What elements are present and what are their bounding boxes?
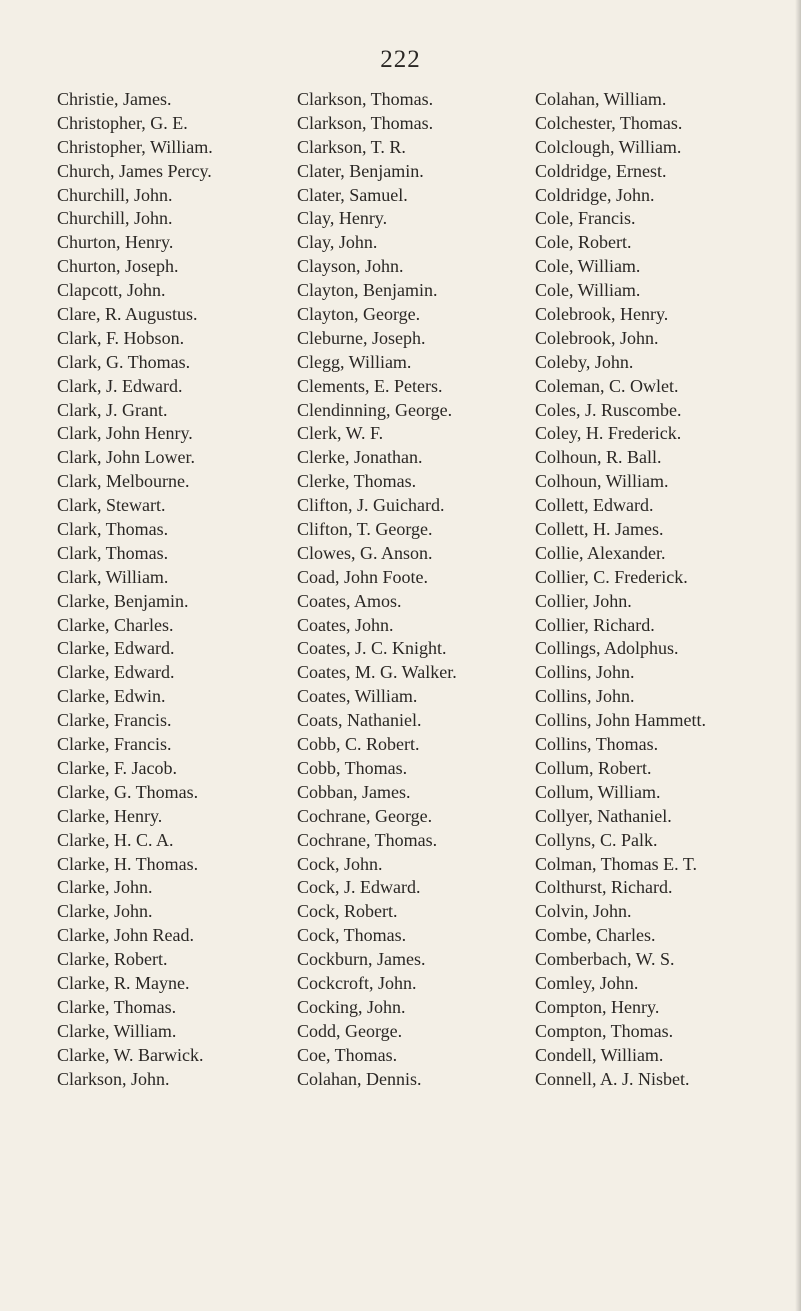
name-entry: Collins, John Hammett.	[535, 710, 706, 731]
name-column-1	[57, 88, 213, 1091]
name-entry: Clay, John.	[297, 232, 378, 253]
name-entry: Clater, Benjamin.	[297, 160, 424, 181]
name-entry: Colman, Thomas E. T.	[535, 853, 697, 874]
name-entry: Cock, Robert.	[297, 901, 398, 922]
name-entry: Coad, John Foote.	[297, 566, 429, 587]
name-entry: Clarke, W. Barwick.	[57, 1044, 204, 1065]
name-entry: Colahan, William.	[535, 89, 667, 109]
name-entry: Clayton, George.	[297, 304, 421, 325]
name-entry: Clarke, Edward.	[57, 662, 175, 683]
name-entry: Colclough, William.	[535, 136, 682, 157]
name-entry: Clarke, Charles.	[57, 614, 174, 635]
name-entry: Collins, Thomas.	[535, 734, 659, 755]
name-entry: Coles, J. Ruscombe.	[535, 399, 682, 420]
name-entry: Clarke, Edward.	[57, 638, 175, 659]
name-entry: Clark, Stewart.	[57, 495, 166, 516]
name-entry: Coates, John.	[297, 614, 394, 635]
name-entry: Clarke, Benjamin.	[57, 590, 189, 611]
page-edge-shadow	[795, 0, 801, 1311]
name-entry: Clayton, Benjamin.	[297, 280, 438, 301]
name-entry: Clarke, John Read.	[57, 925, 194, 946]
name-entry: Clarke, Robert.	[57, 949, 168, 970]
name-entry: Clarke, Thomas.	[57, 996, 177, 1017]
name-entry: Colhoun, William.	[535, 471, 669, 492]
name-column-2	[297, 88, 457, 1091]
name-entry: Cocking, John.	[297, 996, 406, 1017]
name-entry: Clark, Melbourne.	[57, 471, 190, 492]
name-entry: Clay, Henry.	[297, 208, 388, 229]
name-entry: Christopher, G. E.	[57, 112, 188, 133]
name-entry: Clarke, G. Thomas.	[57, 781, 199, 802]
name-entry: Church, James Percy.	[57, 160, 212, 181]
name-entry: Clark, G. Thomas.	[57, 351, 191, 372]
name-entry: Coats, Nathaniel.	[297, 710, 422, 731]
name-entry: Coates, William.	[297, 686, 418, 707]
name-entry: Coleby, John.	[535, 351, 634, 372]
name-entry: Comley, John.	[535, 972, 639, 993]
name-entry: Colebrook, John.	[535, 327, 659, 348]
name-entry: Cockcroft, John.	[297, 972, 417, 993]
name-entry: Coleman, C. Owlet.	[535, 375, 679, 396]
name-entry: Colchester, Thomas.	[535, 112, 683, 133]
name-entry: Condell, William.	[535, 1044, 664, 1065]
name-entry: Coley, H. Frederick.	[535, 423, 682, 444]
name-entry: Collum, William.	[535, 781, 661, 802]
name-entry: Clarkson, Thomas.	[297, 112, 434, 133]
name-entry: Christopher, William.	[57, 136, 213, 157]
name-entry: Collyns, C. Palk.	[535, 829, 658, 850]
name-entry: Clarke, Edwin.	[57, 686, 166, 707]
name-entry: Clark, Thomas.	[57, 542, 169, 563]
name-entry: Collings, Adolphus.	[535, 638, 679, 659]
name-entry: Cock, J. Edward.	[297, 877, 421, 898]
page-number: 222	[380, 46, 421, 73]
name-entry: Clarke, F. Jacob.	[57, 757, 178, 778]
name-entry: Clark, William.	[57, 566, 169, 587]
name-entry: Clark, Thomas.	[57, 519, 169, 540]
name-entry: Colebrook, Henry.	[535, 304, 669, 325]
name-entry: Cole, Francis.	[535, 208, 636, 229]
name-entry: Churchill, John.	[57, 184, 173, 205]
name-entry: Clarke, H. Thomas.	[57, 853, 199, 874]
name-entry: Cobban, James.	[297, 781, 411, 802]
name-entry: Colvin, John.	[535, 901, 632, 922]
name-entry: Codd, George.	[297, 1020, 403, 1041]
name-entry: Connell, A. J. Nisbet.	[535, 1068, 690, 1089]
name-entry: Collins, John.	[535, 686, 635, 707]
name-entry: Collett, H. James.	[535, 519, 664, 540]
name-entry: Cobb, Thomas.	[297, 757, 408, 778]
name-entry: Collie, Alexander.	[535, 542, 666, 563]
name-entry: Clerke, Thomas.	[297, 471, 417, 492]
name-entry: Clarke, John.	[57, 901, 153, 922]
name-entry: Clegg, William.	[297, 351, 412, 372]
name-entry: Clerk, W. F.	[297, 423, 384, 444]
name-entry: Clarkson, T. R.	[297, 136, 406, 157]
name-entry: Combe, Charles.	[535, 925, 656, 946]
name-entry: Clements, E. Peters.	[297, 375, 443, 396]
name-entry: Clarke, John.	[57, 877, 153, 898]
name-entry: Comberbach, W. S.	[535, 949, 675, 970]
name-entry: Colhoun, R. Ball.	[535, 447, 662, 468]
name-entry: Christie, James.	[57, 89, 172, 109]
name-entry: Clarke, H. C. A.	[57, 829, 174, 850]
name-entry: Clarkson, John.	[57, 1068, 170, 1089]
name-entry: Cole, Robert.	[535, 232, 632, 253]
name-entry: Colthurst, Richard.	[535, 877, 673, 898]
name-entry: Clifton, T. George.	[297, 519, 433, 540]
name-entry: Compton, Thomas.	[535, 1020, 674, 1041]
name-entry: Collier, C. Frederick.	[535, 566, 688, 587]
name-entry: Cobb, C. Robert.	[297, 734, 420, 755]
name-entry: Clark, John Henry.	[57, 423, 193, 444]
name-entry: Cochrane, Thomas.	[297, 829, 438, 850]
name-entry: Collum, Robert.	[535, 757, 652, 778]
name-entry: Coates, J. C. Knight.	[297, 638, 447, 659]
name-entry: Compton, Henry.	[535, 996, 660, 1017]
name-entry: Cockburn, James.	[297, 949, 426, 970]
name-entry: Clerke, Jonathan.	[297, 447, 423, 468]
name-entry: Clark, F. Hobson.	[57, 327, 185, 348]
name-entry: Clark, J. Grant.	[57, 399, 168, 420]
name-entry: Clarkson, Thomas.	[297, 89, 434, 109]
name-entry: Churton, Henry.	[57, 232, 174, 253]
name-entry: Clarke, R. Mayne.	[57, 972, 190, 993]
name-entry: Cole, William.	[535, 256, 641, 277]
name-entry: Coldridge, John.	[535, 184, 655, 205]
name-column-3	[535, 88, 706, 1091]
name-entry: Churchill, John.	[57, 208, 173, 229]
name-entry: Clayson, John.	[297, 256, 404, 277]
name-entry: Clarke, Francis.	[57, 710, 172, 731]
name-entry: Clifton, J. Guichard.	[297, 495, 445, 516]
name-entry: Collett, Edward.	[535, 495, 654, 516]
name-entry: Coldridge, Ernest.	[535, 160, 667, 181]
name-entry: Clark, John Lower.	[57, 447, 195, 468]
name-entry: Cock, Thomas.	[297, 925, 407, 946]
name-entry: Collier, John.	[535, 590, 632, 611]
name-entry: Coates, Amos.	[297, 590, 402, 611]
name-entry: Cock, John.	[297, 853, 383, 874]
name-entry: Clark, J. Edward.	[57, 375, 183, 396]
name-entry: Clater, Samuel.	[297, 184, 408, 205]
name-entry: Colahan, Dennis.	[297, 1068, 422, 1089]
name-entry: Cole, William.	[535, 280, 641, 301]
name-entry: Clowes, G. Anson.	[297, 542, 433, 563]
name-entry: Clare, R. Augustus.	[57, 304, 198, 325]
name-entry: Collier, Richard.	[535, 614, 655, 635]
name-entry: Clarke, William.	[57, 1020, 177, 1041]
name-entry: Clarke, Henry.	[57, 805, 163, 826]
name-entry: Collins, John.	[535, 662, 635, 683]
name-entry: Churton, Joseph.	[57, 256, 179, 277]
name-entry: Coates, M. G. Walker.	[297, 662, 457, 683]
name-entry: Cleburne, Joseph.	[297, 327, 426, 348]
name-entry: Coe, Thomas.	[297, 1044, 398, 1065]
name-entry: Cochrane, George.	[297, 805, 433, 826]
name-entry: Collyer, Nathaniel.	[535, 805, 672, 826]
name-entry: Clendinning, George.	[297, 399, 453, 420]
name-entry: Clarke, Francis.	[57, 734, 172, 755]
name-entry: Clapcott, John.	[57, 280, 166, 301]
